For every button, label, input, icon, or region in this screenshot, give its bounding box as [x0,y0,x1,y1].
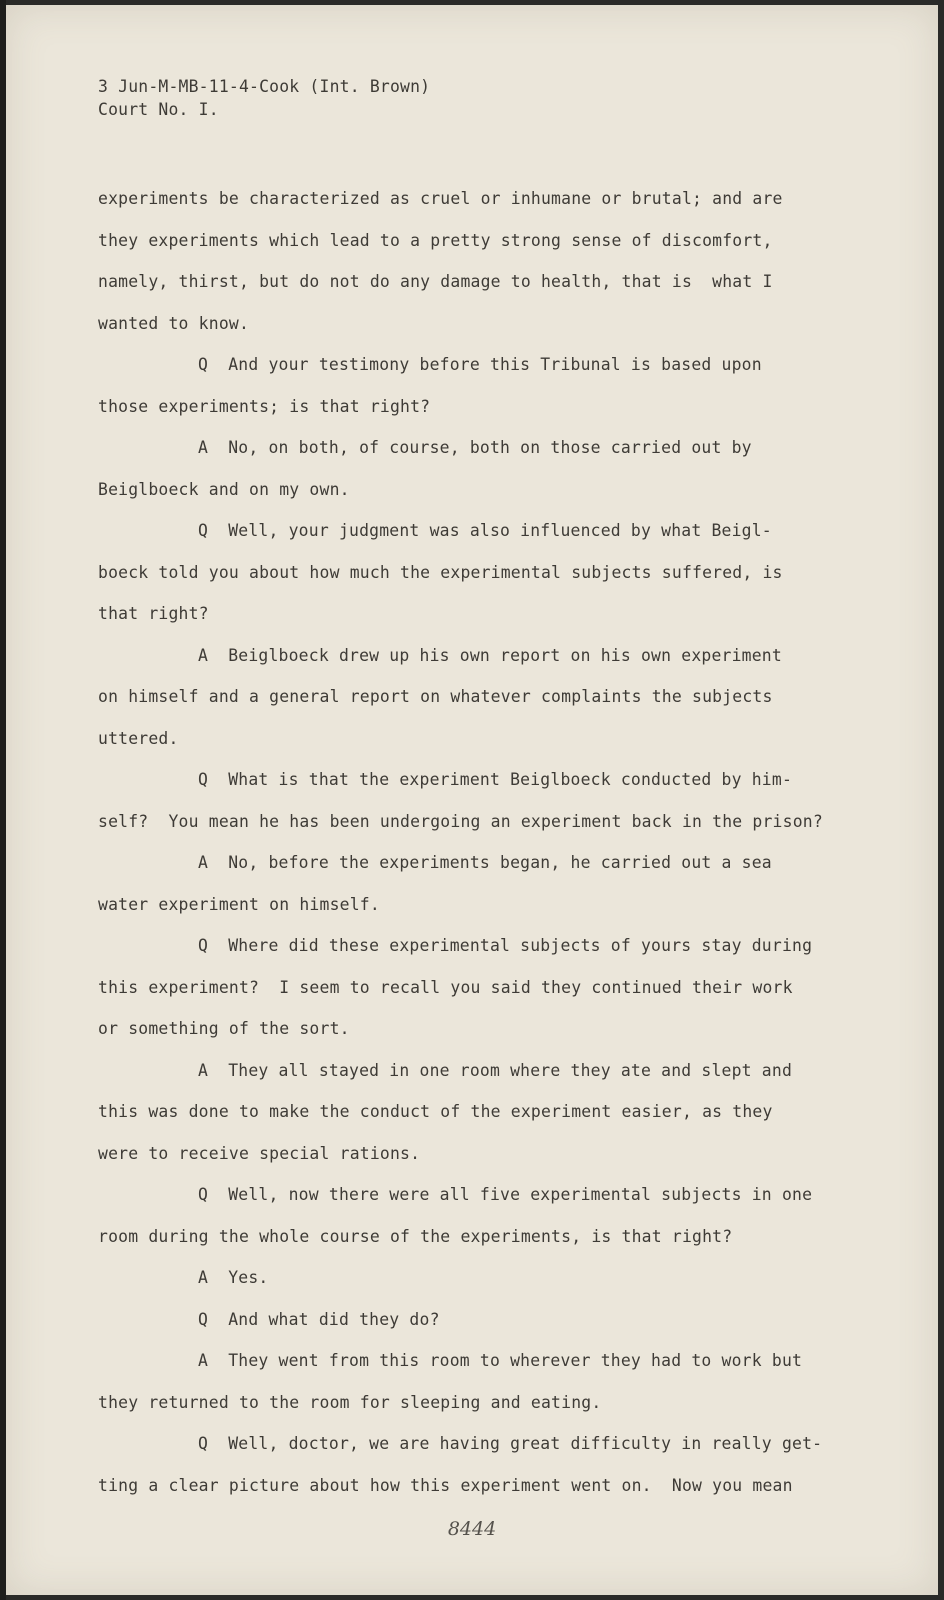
text-line: namely, thirst, but do not do any damage to health, that is what I [98,272,773,291]
question-line: Q And your testimony before this Tribunal is based upon [198,355,762,374]
answer-line: A Yes. [198,1268,269,1287]
text-line: water experiment on himself. [98,894,380,914]
answer-line: A No, on both, of course, both on those carried out by [198,438,752,457]
text-line: self? You mean he has been undergoing an experiment back in the prison? [98,811,823,831]
text-line: this was done to make the conduct of the experiment easier, as they [98,1102,773,1121]
text-line: boeck told you about how much the experimental subjects suffered, is [98,562,783,582]
question-line: Q Where did these experimental subjects of yours stay during [198,936,813,955]
transcript-page [6,5,938,1595]
text-line: those experiments; is that right? [98,396,431,416]
text-line: experiments be characterized as cruel or inhumane or brutal; and are [98,189,783,208]
answer-line: A No, before the experiments began, he carried out a sea [198,853,772,872]
text-line: or something of the sort. [98,1019,350,1038]
text-line: this experiment? I seem to recall you said they continued their work [98,977,793,997]
text-line: room during the whole course of the experiments, is that right? [98,1226,733,1246]
transcript-body [98,178,858,1506]
question-line: Q Well, now there were all five experimental subjects in one [198,1185,813,1204]
text-line: they returned to the room for sleeping and eating. [98,1392,602,1412]
page-number: 8444 [447,1518,497,1540]
text-line: Beiglboeck and on my own. [98,479,350,499]
answer-line: A Beiglboeck drew up his own report on his own experiment [198,645,782,665]
question-line: Q And what did they do? [198,1309,440,1329]
text-line: that right? [98,604,209,623]
text-line: were to receive special rations. [98,1143,421,1163]
text-line: they experiments which lead to a pretty strong sense of discomfort, [98,230,773,250]
question-line: Q What is that the experiment Beiglboeck conducted by him- [198,770,793,789]
header-court-line: Court No. I. [98,100,219,119]
text-line: ting a clear picture about how this experiment went on. Now you mean [98,1475,793,1495]
answer-line: A They went from this room to wherever they had to work but [198,1351,803,1370]
header-reference-line: 3 Jun-M-MB-11-4-Cook (Int. Brown) [98,77,431,96]
text-line: on himself and a general report on whatever complaints the subjects [98,687,773,706]
text-line: wanted to know. [98,313,250,333]
answer-line: A They all stayed in one room where they ate and slept and [198,1060,793,1080]
page-header [98,75,430,121]
question-line: Q Well, doctor, we are having great difficulty in really get- [198,1434,823,1453]
text-line: uttered. [98,728,179,748]
question-line: Q Well, your judgment was also influenced by what Beigl- [198,521,772,540]
